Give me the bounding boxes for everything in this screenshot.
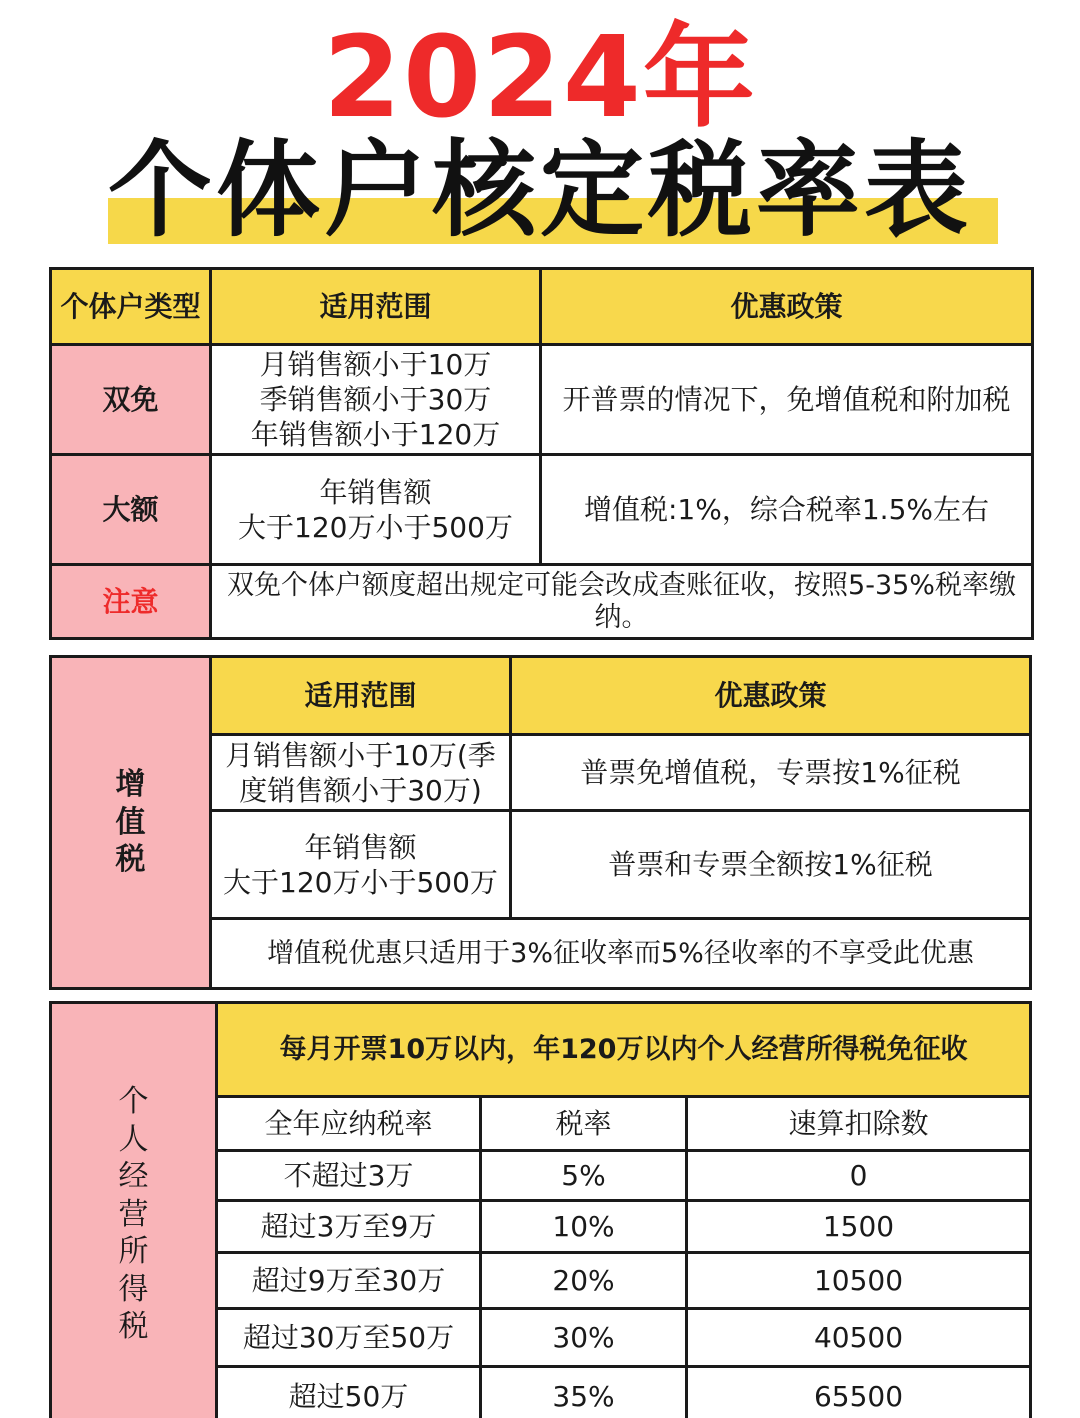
scope-line: 季销售额小于30万 <box>259 383 492 416</box>
cell-deduction: 65500 <box>687 1367 1031 1418</box>
scope-line: 年销售额 <box>319 475 432 509</box>
page-title: 个体户核定税率表 <box>107 129 972 251</box>
cell-range: 超过9万至30万 <box>217 1253 481 1309</box>
row-policy: 普票和专票全额按1%征税 <box>511 811 1031 919</box>
header-policy: 优惠政策 <box>541 269 1033 345</box>
cell-deduction: 40500 <box>687 1309 1031 1367</box>
income-tax-banner: 每月开票10万以内，年120万以内个人经营所得税免征收 <box>217 1003 1031 1097</box>
table-income-tax <box>49 1001 1032 1418</box>
cell-range: 不超过3万 <box>217 1151 481 1201</box>
table-row <box>51 455 1033 565</box>
row-type-label: 双免 <box>51 345 211 455</box>
scope-line: 年销售额 <box>304 830 417 864</box>
side-label-income-tax <box>51 1003 217 1418</box>
row-policy: 普票免增值税，专票按1%征税 <box>511 735 1031 811</box>
scope-line: 大于120万小于500万 <box>238 510 513 544</box>
cell-range: 超过50万 <box>217 1367 481 1418</box>
cell-deduction: 10500 <box>687 1253 1031 1309</box>
header-household-type: 个体户类型 <box>51 269 211 345</box>
scope-line: 年销售额小于120万 <box>250 418 501 451</box>
title-year: 2024年 <box>323 13 757 143</box>
table-household-types <box>49 267 1034 640</box>
note-label: 注意 <box>51 565 211 639</box>
table-header-row <box>51 657 1031 735</box>
cell-deduction: 1500 <box>687 1201 1031 1253</box>
cell-rate: 10% <box>481 1201 687 1253</box>
cell-rate: 35% <box>481 1367 687 1418</box>
scope-line: 月销售额小于10万(季 <box>225 738 496 772</box>
table-header-row <box>51 269 1033 345</box>
row-scope <box>211 735 511 811</box>
table-vat <box>49 655 1032 990</box>
scope-line: 度销售额小于30万) <box>239 773 482 807</box>
header-deduction: 速算扣除数 <box>687 1097 1031 1151</box>
side-label-text: 增值税 <box>115 767 146 878</box>
note-row <box>51 565 1033 639</box>
banner-row <box>51 1003 1031 1097</box>
scope-line: 大于120万小于500万 <box>223 865 498 899</box>
row-policy: 增值税:1%，综合税率1.5%左右 <box>541 455 1033 565</box>
row-scope <box>211 811 511 919</box>
vat-note: 增值税优惠只适用于3%征收率而5%径收率的不享受此优惠 <box>211 919 1031 989</box>
header-scope: 适用范围 <box>211 657 511 735</box>
cell-range: 超过30万至50万 <box>217 1309 481 1367</box>
note-text: 双免个体户额度超出规定可能会改成查账征收，按照5-35%税率缴纳。 <box>211 565 1033 639</box>
cell-rate: 30% <box>481 1309 687 1367</box>
header-range: 全年应纳税率 <box>217 1097 481 1151</box>
scope-line: 月销售额小于10万 <box>259 348 492 381</box>
row-scope <box>211 345 541 455</box>
side-label-text: 个人经营所得税 <box>118 1084 149 1345</box>
header-policy: 优惠政策 <box>511 657 1031 735</box>
row-type-label: 大额 <box>51 455 211 565</box>
row-scope <box>211 455 541 565</box>
header-scope: 适用范围 <box>211 269 541 345</box>
cell-deduction: 0 <box>687 1151 1031 1201</box>
cell-range: 超过3万至9万 <box>217 1201 481 1253</box>
header-rate: 税率 <box>481 1097 687 1151</box>
cell-rate: 20% <box>481 1253 687 1309</box>
row-policy: 开普票的情况下，免增值税和附加税 <box>541 345 1033 455</box>
table-row <box>51 345 1033 455</box>
side-label-vat <box>51 657 211 989</box>
cell-rate: 5% <box>481 1151 687 1201</box>
